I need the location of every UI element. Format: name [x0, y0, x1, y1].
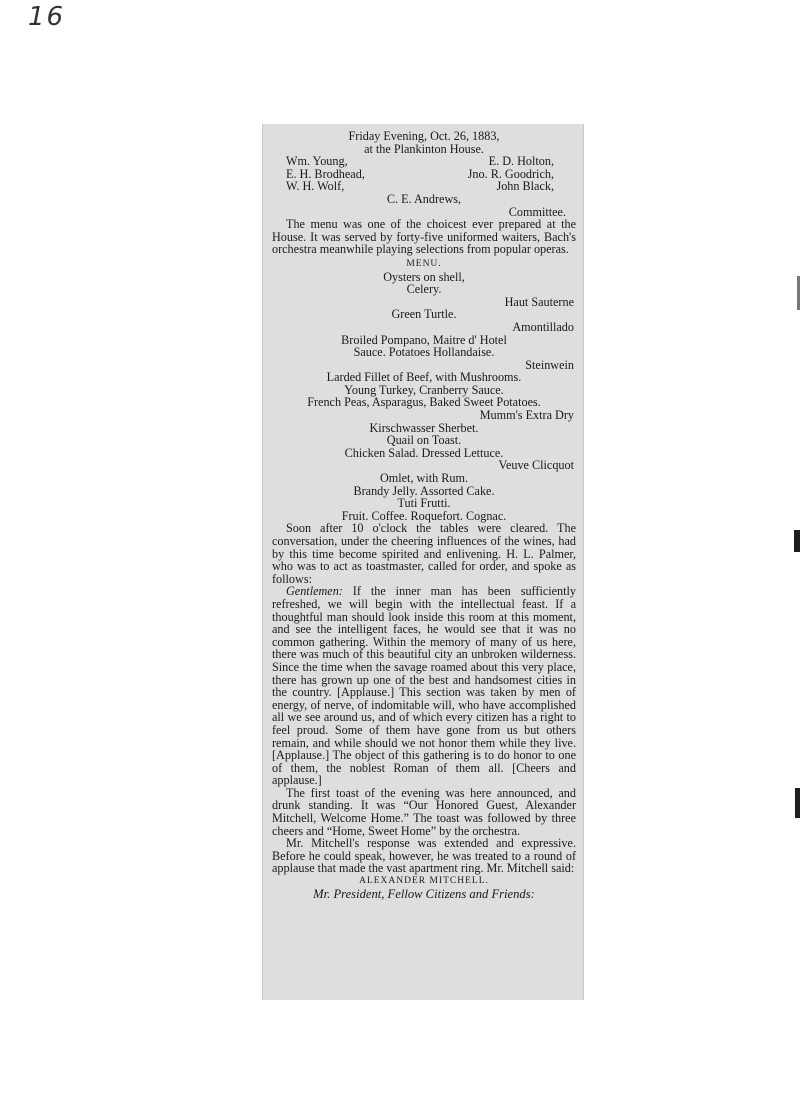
menu-item: Chicken Salad. Dressed Lettuce. [344, 445, 504, 460]
committee-member: W. H. Wolf, [286, 179, 345, 194]
scan-edge-mark [795, 788, 800, 818]
menu-wine: Mumm's Extra Dry [479, 408, 574, 423]
menu-item: Fruit. Coffee. Roquefort. Cognac. [341, 508, 507, 523]
menu-item: Broiled Pompano, Maitre d' Hotel [341, 332, 507, 347]
committee-member: C. E. Andrews, [386, 191, 462, 206]
menu-item: Oysters on shell, [383, 269, 465, 284]
menu-item: Larded Fillet of Beef, with Mushrooms. [326, 370, 522, 385]
menu-item: Green Turtle. [391, 307, 457, 322]
speaker-heading: ALEXANDER MITCHELL. [359, 876, 489, 887]
committee-member: John Black, [496, 179, 554, 194]
toastmaster-speech [272, 585, 576, 787]
response-paragraph: Mr. Mitchell's response was extended and expressive. Before he could speak, however, he was treated to a round of applause that made the vast apartment ring. Mr. Mitchell said: [272, 836, 576, 876]
committee-member: Jno. R. Goodrich, [467, 166, 554, 181]
address-line: Mr. President, Fellow Citizens and Friends: [313, 886, 535, 901]
committee-label: Committee. [508, 204, 566, 219]
committee-list [272, 155, 576, 218]
committee-member: Wm. Young, [286, 154, 348, 169]
scan-edge-mark [794, 530, 800, 552]
committee-row [272, 155, 576, 168]
newspaper-clipping [262, 124, 584, 1000]
menu-item: Young Turkey, Cranberry Sauce. [344, 382, 504, 397]
menu-item: Quail on Toast. [386, 433, 462, 448]
menu-wine: Steinwein [525, 357, 574, 372]
first-toast-paragraph: The first toast of the evening was here announced, and drunk standing. It was “Our Honored Guest, Alexander Mitchell, Welcome Home.” The toast was followed by three cheers and “Home, Sweet Home” by the orchestra. [272, 785, 576, 838]
menu-list [272, 271, 576, 523]
menu-item: French Peas, Asparagus, Baked Sweet Potatoes. [307, 395, 541, 410]
menu-wine: Haut Sauterne [504, 294, 574, 309]
menu-heading: MENU. [406, 258, 442, 269]
speech-salutation: Gentlemen: [286, 584, 343, 599]
speech-body: If the inner man has been sufficiently refreshed, we will begin with the intellectual feast. If a thoughtful man should look inside this room at this moment, and see the intelligent faces, he would see that it was no common gathering. Within the memory of many of us here, there was much of this beautiful city an unbroken wilderness. Since the time when the savage roamed about this very place, there has grown up one of the best and handsomest cities in the country. [Applause.] This section was taken by men of energy, of nerve, of indomitable will, who have accomplished all we see around us, and of which every citizen has a right to feel proud. Some of them have gone from us but others remain, and while should we not honor them while they live. [Applause.] The object of this gathering is to do honor to one of them, the noblest Roman of them all. [Cheers and applause.] [272, 584, 576, 788]
committee-member: E. H. Brodhead, [286, 166, 365, 181]
menu-item: Omlet, with Rum. [379, 471, 469, 486]
menu-item: Brandy Jelly. Assorted Cake. [353, 483, 495, 498]
menu-wine: Veuve Clicquot [498, 458, 574, 473]
menu-item: Sauce. Potatoes Hollandaise. [353, 345, 495, 360]
tables-cleared-paragraph: Soon after 10 o'clock the tables were cleared. The conversation, under the cheering influences of the wines, had by this time become spirited and enlivening. H. L. Palmer, who was to act as toastmaster, called for order, and spoke as follows: [272, 521, 576, 586]
menu-item: Kirschwasser Sherbet. [369, 420, 479, 435]
committee-member: E. D. Holton, [488, 154, 554, 169]
menu-item: Tuti Frutti. [397, 496, 451, 511]
menu-wine: Amontillado [512, 319, 574, 334]
intro-paragraph: The menu was one of the choicest ever prepared at the House. It was served by forty-five uniformed waiters, Bach's orchestra meanwhile playing selections from popular operas. [272, 217, 576, 257]
menu-item: Celery. [406, 282, 442, 297]
page-number: 16 [28, 2, 66, 32]
event-place: at the Plankinton House. [364, 141, 484, 156]
event-date: Friday Evening, Oct. 26, 1883, [348, 129, 500, 143]
